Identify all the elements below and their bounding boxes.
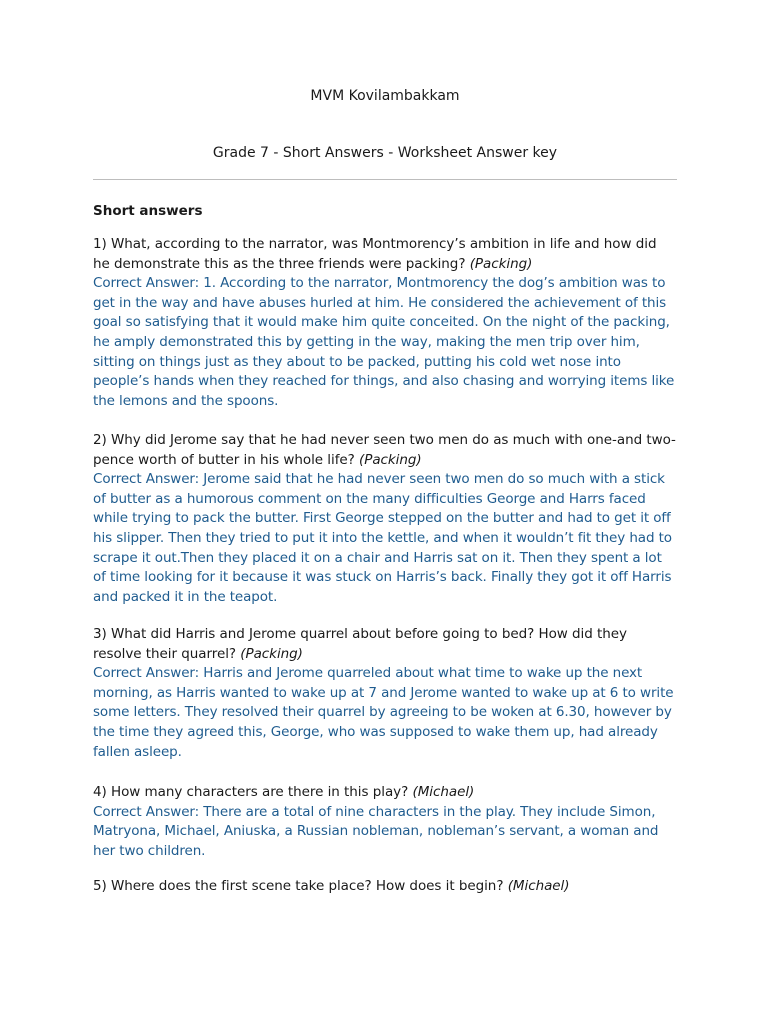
divider bbox=[93, 179, 677, 180]
question-2 bbox=[93, 431, 677, 470]
question-3-text: 3) What did Harris and Jerome quarrel about before going to bed? How did they resolve their quarrel? bbox=[93, 626, 627, 662]
question-4-text: 4) How many characters are there in this play? bbox=[93, 784, 409, 800]
question-5-source: (Michael) bbox=[507, 878, 570, 894]
answer-1: Correct Answer: 1. According to the narrator, Montmorency the dog’s ambition was to get in the way and have abuses hurled at him. He considered the achievement of this goal so satisfying that it would make him quite conceited. On the night of the packing, he amply demonstrated this by getting in the way, making the men trip over him, sitting on things just as they about to be packed, putting his cold wet nose into people’s hands when they reached for things, and also chasing and worrying items like the lemons and the spoons. bbox=[93, 275, 675, 409]
school-name: MVM Kovilambakkam bbox=[310, 88, 460, 104]
question-1-source: (Packing) bbox=[469, 255, 533, 272]
question-block-3 bbox=[93, 625, 677, 762]
question-block-1 bbox=[93, 235, 677, 411]
question-block-2 bbox=[93, 431, 677, 607]
question-3 bbox=[93, 625, 677, 664]
question-1 bbox=[93, 235, 677, 274]
question-5 bbox=[93, 877, 677, 897]
question-5-text: 5) Where does the first scene take place? How does it begin? bbox=[93, 878, 504, 894]
question-2-source: (Packing) bbox=[359, 451, 422, 468]
answer-4: Correct Answer: There are a total of nine characters in the play. They include Simon, Matryona, Michael, Aniuska, a Russian nobleman, nobleman’s servant, a woman and her two children. bbox=[93, 803, 659, 859]
question-4-source: (Michael) bbox=[412, 784, 475, 800]
question-4 bbox=[93, 783, 677, 803]
question-1-text: 1) What, according to the narrator, was Montmorency’s ambition in life and how did he demonstrate this as the three friends were packing? bbox=[93, 236, 657, 272]
answer-2: Correct Answer: Jerome said that he had never seen two men do so much with a stick of butter as a humorous comment on the many difficulties George and Harrs faced while trying to pack the butter. First George stepped on the butter and had to get it off his slipper. Then they tried to put it into the kettle, and when it wouldn’t fit they had to scrape it out.Then they placed it on a chair and Harris sat on it. Then they spent a lot of time looking for it because it was stuck on Harris’s back. Finally they got it off Harris and packed it in the teapot. bbox=[93, 471, 672, 605]
worksheet-title: Grade 7 - Short Answers - Worksheet Answer key bbox=[212, 145, 558, 161]
question-block-5 bbox=[93, 877, 677, 897]
section-heading: Short answers bbox=[93, 203, 203, 219]
answer-3: Correct Answer: Harris and Jerome quarreled about what time to wake up the next morning, as Harris wanted to wake up at 7 and Jerome wanted to wake up at 6 to write some letters. They resolved their quarrel by agreeing to be woken at 6.30, however by the time they agreed this, George, who was supposed to wake them up, had already fallen asleep. bbox=[93, 665, 674, 760]
question-3-source: (Packing) bbox=[240, 645, 303, 662]
question-2-text: 2) Why did Jerome say that he had never seen two men do as much with one-and two-pence worth of butter in his whole life? bbox=[93, 432, 676, 468]
question-block-4 bbox=[93, 783, 677, 861]
